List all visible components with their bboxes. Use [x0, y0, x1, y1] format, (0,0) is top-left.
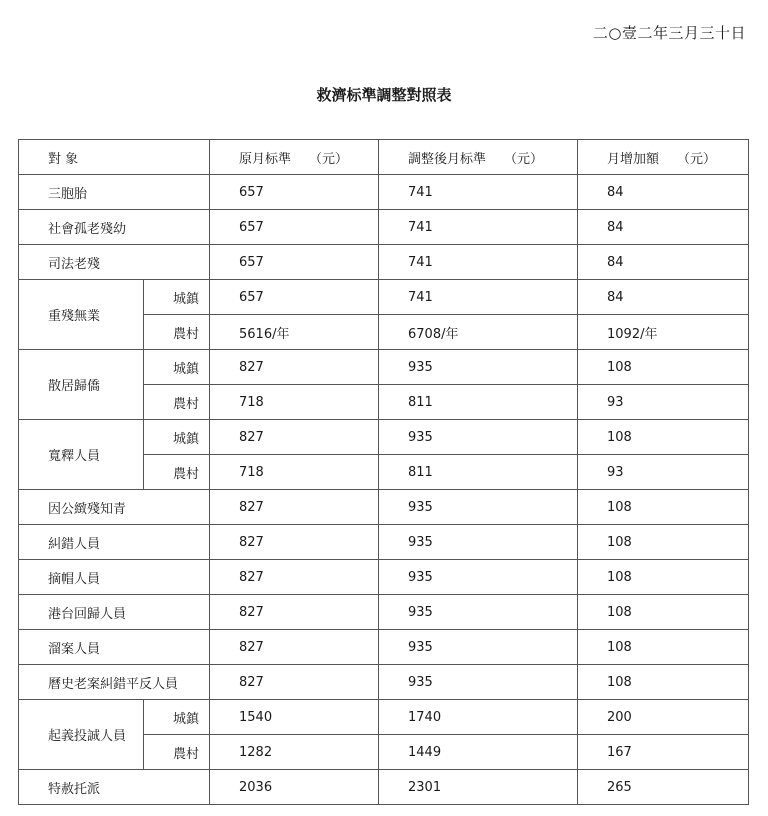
- table-row: [19, 420, 749, 455]
- row-label: 溜案人員: [19, 630, 210, 665]
- table-row: [19, 175, 749, 210]
- row-label: 特赦托派: [19, 770, 210, 805]
- table-row: [19, 630, 749, 665]
- cell-original: 1540: [210, 700, 379, 735]
- cell-original: 718: [210, 385, 379, 420]
- cell-increase: 1092/年: [578, 315, 749, 350]
- cell-adjusted: 935: [379, 420, 578, 455]
- row-label: 摘帽人員: [19, 560, 210, 595]
- table-row: [19, 525, 749, 560]
- document-date: 二○壹二年三月三十日: [592, 24, 746, 42]
- row-label: 因公緻殘知青: [19, 490, 210, 525]
- cell-increase: 108: [578, 665, 749, 700]
- cell-increase: 108: [578, 420, 749, 455]
- cell-original: 718: [210, 455, 379, 490]
- cell-original: 657: [210, 210, 379, 245]
- cell-original: 827: [210, 490, 379, 525]
- cell-adjusted: 811: [379, 455, 578, 490]
- row-label: 曆史老案糾錯平反人員: [19, 665, 210, 700]
- row-sub-label: 城鎮: [144, 350, 210, 385]
- cell-original: 5616/年: [210, 315, 379, 350]
- table-row: [19, 560, 749, 595]
- cell-adjusted: 935: [379, 560, 578, 595]
- cell-adjusted: 935: [379, 665, 578, 700]
- cell-increase: 93: [578, 385, 749, 420]
- document-title: 救濟标準調整對照表: [316, 86, 452, 104]
- row-label: 寬釋人員: [19, 420, 144, 490]
- header-target-label: 對 象: [48, 151, 79, 167]
- cell-original: 657: [210, 175, 379, 210]
- cell-increase: 108: [578, 560, 749, 595]
- cell-original: 827: [210, 665, 379, 700]
- table-row: [19, 210, 749, 245]
- row-sub-label: 城鎮: [144, 700, 210, 735]
- table-header-row: [19, 140, 749, 175]
- table-row: [19, 280, 749, 315]
- cell-increase: 84: [578, 210, 749, 245]
- header-original-unit: （元）: [309, 151, 349, 167]
- cell-original: 657: [210, 280, 379, 315]
- cell-original: 827: [210, 630, 379, 665]
- table-row: [19, 665, 749, 700]
- header-original: [210, 140, 379, 175]
- cell-increase: 84: [578, 175, 749, 210]
- cell-increase: 108: [578, 595, 749, 630]
- row-sub-label: 農村: [144, 735, 210, 770]
- cell-original: 657: [210, 245, 379, 280]
- cell-adjusted: 741: [379, 280, 578, 315]
- header-increase: [578, 140, 749, 175]
- cell-adjusted: 935: [379, 525, 578, 560]
- row-sub-label: 農村: [144, 455, 210, 490]
- row-sub-label: 農村: [144, 315, 210, 350]
- row-label: 散居歸僑: [19, 350, 144, 420]
- header-adjusted-label: 調整後月标準: [408, 151, 487, 167]
- cell-adjusted: 1740: [379, 700, 578, 735]
- table-row: [19, 770, 749, 805]
- row-sub-label: 城鎮: [144, 420, 210, 455]
- row-label: 糾錯人員: [19, 525, 210, 560]
- cell-original: 827: [210, 525, 379, 560]
- relief-standard-table: [18, 139, 749, 805]
- row-label: 起義投誠人員: [19, 700, 144, 770]
- table-row: [19, 700, 749, 735]
- cell-original: 827: [210, 560, 379, 595]
- cell-original: 827: [210, 420, 379, 455]
- cell-adjusted: 935: [379, 350, 578, 385]
- table-row: [19, 490, 749, 525]
- header-adjusted: [379, 140, 578, 175]
- row-label: 司法老殘: [19, 245, 210, 280]
- row-sub-label: 城鎮: [144, 280, 210, 315]
- cell-adjusted: 1449: [379, 735, 578, 770]
- cell-increase: 108: [578, 525, 749, 560]
- cell-adjusted: 741: [379, 175, 578, 210]
- cell-adjusted: 935: [379, 490, 578, 525]
- header-increase-label: 月增加額: [607, 151, 660, 167]
- cell-adjusted: 2301: [379, 770, 578, 805]
- table-row: [19, 245, 749, 280]
- cell-increase: 167: [578, 735, 749, 770]
- table-row: [19, 595, 749, 630]
- row-label: 重殘無業: [19, 280, 144, 350]
- header-original-label: 原月标準: [239, 151, 292, 167]
- cell-increase: 84: [578, 280, 749, 315]
- row-label: 社會孤老殘幼: [19, 210, 210, 245]
- cell-increase: 200: [578, 700, 749, 735]
- cell-adjusted: 811: [379, 385, 578, 420]
- header-increase-unit: （元）: [677, 151, 717, 167]
- cell-increase: 108: [578, 350, 749, 385]
- cell-increase: 108: [578, 490, 749, 525]
- cell-adjusted: 6708/年: [379, 315, 578, 350]
- row-label: 港台回歸人員: [19, 595, 210, 630]
- cell-adjusted: 935: [379, 630, 578, 665]
- cell-adjusted: 935: [379, 595, 578, 630]
- cell-original: 827: [210, 595, 379, 630]
- cell-original: 1282: [210, 735, 379, 770]
- cell-adjusted: 741: [379, 210, 578, 245]
- cell-adjusted: 741: [379, 245, 578, 280]
- row-label: 三胞胎: [19, 175, 210, 210]
- header-adjusted-unit: （元）: [504, 151, 544, 167]
- header-target: [19, 140, 210, 175]
- table-row: [19, 350, 749, 385]
- cell-original: 2036: [210, 770, 379, 805]
- cell-increase: 93: [578, 455, 749, 490]
- cell-original: 827: [210, 350, 379, 385]
- cell-increase: 265: [578, 770, 749, 805]
- row-sub-label: 農村: [144, 385, 210, 420]
- cell-increase: 84: [578, 245, 749, 280]
- cell-increase: 108: [578, 630, 749, 665]
